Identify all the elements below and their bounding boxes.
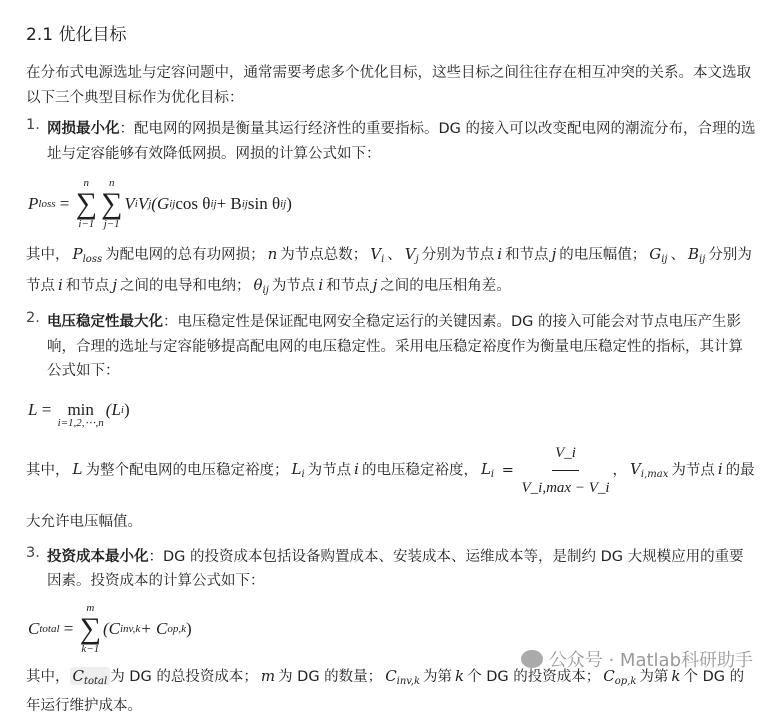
watermark: 公众号 · Matlab科研助手 xyxy=(521,646,753,672)
explain-2 xyxy=(26,436,756,539)
text-run: 和节点 xyxy=(65,277,110,294)
text-run: 为节点 xyxy=(307,462,352,478)
text-run: 之间的电压相角差。 xyxy=(380,277,511,294)
math-symbol: i xyxy=(318,275,324,294)
text-run: 为第 xyxy=(423,668,453,685)
math-symbol: j xyxy=(112,275,117,294)
text-run: 为整个配电网的电压稳定裕度； xyxy=(85,462,289,478)
math-symbol: $C_{op,k}$ xyxy=(603,666,637,687)
text-run: 为 DG 的总投资成本； xyxy=(110,668,258,685)
math-fraction: $\frac{V\_i}{V\_i,\max - V\_i}$ xyxy=(522,436,610,505)
text-run: 、 xyxy=(670,247,686,263)
math-symbol: $P_{loss}$ xyxy=(72,245,103,265)
math-symbol: $B_{ij}$ xyxy=(688,245,706,265)
math-symbol: $C_{total}$ xyxy=(70,667,111,685)
item-title: 电压稳定性最大化 xyxy=(47,314,163,330)
text-run: 之间的电导和电纳； xyxy=(119,277,251,294)
math-symbol: $\theta_{ij}$ xyxy=(253,275,269,296)
text-run: 和节点 xyxy=(326,277,370,294)
text-run: ：电压稳定性是保证配电网安全稳定运行的关键因素。DG 的接入可能会对节点电压产生影响，合理的选址与定容能够提高配电网的电压稳定性。采用电压稳定裕度作为衡量电压稳定性的指标，其计算公式如下： xyxy=(47,314,743,379)
text-run: 分别为节点 xyxy=(421,247,495,263)
item-title: 网损最小化 xyxy=(47,121,120,137)
text-run: ：DG 的投资成本包括设备购置成本、安装成本、运维成本等，是制约 DG 大规模应用的重要因素。投资成本的计算公式如下： xyxy=(47,548,744,589)
text-run: 其中， xyxy=(26,668,70,685)
text-run: 、 xyxy=(387,247,402,263)
list-item-2: 2. 电压稳定性最大化：电压稳定性是保证配电网安全稳定运行的关键因素。DG 的接入可能会对节点电压产生影响，合理的选址与定容能够提高配电网的电压稳定性。采用电压稳定裕度作为衡量电压稳定性的指标，其计算公式如下： xyxy=(26,310,743,379)
text-run: 个 DG 的投资成本； xyxy=(467,668,601,685)
text-run: 其中， xyxy=(26,462,70,478)
text-run: ：配电网的网损是衡量其运行经济性的重要指标。DG 的接入可以改变配电网的潮流分布，合理的选址与定容能够有效降低网损。网损的计算公式如下： xyxy=(47,121,756,162)
math-symbol: $L_i$ xyxy=(480,460,495,480)
math-symbol: i xyxy=(497,245,503,263)
list-item-3: 3. 投资成本最小化：DG 的投资成本包括设备购置成本、安装成本、运维成本等，是制约 DG 大规模应用的重要因素。投资成本的计算公式如下： xyxy=(26,544,744,589)
formula-ploss: P loss = n ∑ i−1 n ∑ j−1 V i V j (G ij cos θ ij + B ij sin θ ij ) xyxy=(28,177,292,230)
text-run: 为节点 xyxy=(271,277,316,294)
formula-L: L = min i=1,2,⋯,n (L i ) xyxy=(28,399,130,429)
math-symbol: n xyxy=(267,245,278,263)
text-run: = xyxy=(497,462,519,478)
math-symbol: j xyxy=(372,275,378,294)
text-run: 其中， xyxy=(26,247,70,263)
text-run: 为 DG 的数量； xyxy=(278,668,383,685)
math-symbol: m xyxy=(260,666,276,685)
math-symbol: i xyxy=(717,460,723,478)
text-run: 的电压幅值； xyxy=(559,247,647,263)
text-run: 为第 xyxy=(639,668,669,685)
text-run: 个 DG 的年运行维护成本。 xyxy=(26,668,745,714)
math-symbol: L xyxy=(72,460,83,478)
item-title: 投资成本最小化 xyxy=(47,548,149,565)
math-symbol: k xyxy=(455,666,465,685)
math-symbol: i xyxy=(58,275,63,294)
math-symbol: $C_{inv,k}$ xyxy=(385,666,421,687)
wechat-icon xyxy=(521,650,543,668)
math-symbol: $L_i$ xyxy=(291,460,305,480)
math-symbol: i xyxy=(354,460,359,478)
math-symbol: k xyxy=(671,666,681,685)
formula-ctotal: C total = m ∑ k−1 (C inv,k + C op,k ) xyxy=(28,601,192,655)
math-symbol: $V_{i,max}$ xyxy=(630,460,669,480)
text-run: 为节点总数； xyxy=(280,247,368,263)
text-run: 的最大允许电压幅值。 xyxy=(26,462,755,530)
text-run: 的电压稳定裕度， xyxy=(361,462,478,478)
text-run: 在分布式电源选址与定容问题中，通常需要考虑多个优化目标，这些目标之间往往存在相互冲突的关系。本文选取以下三个典型目标作为优化目标： xyxy=(26,65,751,106)
math-symbol: $V_j$ xyxy=(404,245,419,265)
text-run: 和节点 xyxy=(505,247,549,263)
text-run: 为配电网的总有功网损； xyxy=(105,247,265,263)
text-run: 为节点 xyxy=(671,462,715,478)
math-symbol: j xyxy=(551,245,557,263)
list-item-1: 1. 网损最小化：配电网的网损是衡量其运行经济性的重要指标。DG 的接入可以改变配电网的潮流分布，合理的选址与定容能够有效降低网损。网损的计算公式如下： xyxy=(26,117,756,162)
text-run: 分别为节点 xyxy=(26,247,752,294)
math-symbol: $G_{ij}$ xyxy=(649,245,668,265)
math-symbol: $V_i$ xyxy=(370,245,385,265)
text-run: ， xyxy=(612,462,628,478)
section-heading: 2.1 优化目标 xyxy=(26,25,127,45)
intro-paragraph xyxy=(26,61,756,110)
explain-1 xyxy=(26,242,756,303)
